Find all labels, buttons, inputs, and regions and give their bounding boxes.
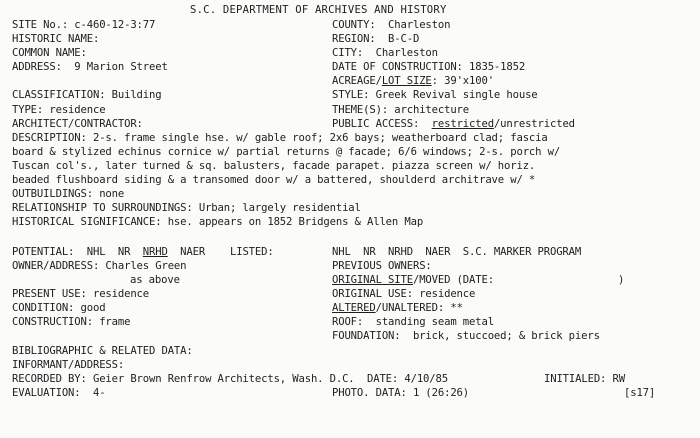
site-number: SITE No.: c-460-12-3:77: [12, 19, 156, 31]
owner-address-line-2: as above: [130, 274, 180, 286]
potential: POTENTIAL: NHL NR NRHD NAER LISTED:: [12, 246, 274, 258]
county: COUNTY: Charleston: [332, 19, 451, 31]
style: STYLE: Greek Revival single house: [332, 89, 538, 101]
present-use: PRESENT USE: residence: [12, 288, 150, 300]
description-line-1: DESCRIPTION: 2-s. frame single hse. w/ gable roof; 2x6 bays; weatherboard clad; fascia: [12, 132, 548, 144]
relationship-to-surroundings: RELATIONSHIP TO SURROUNDINGS: Urban; largely residential: [12, 202, 361, 214]
initialed: INITIALED: RW: [544, 373, 625, 385]
original-use: ORIGINAL USE: residence: [332, 288, 476, 300]
acreage-lot-size: ACREAGE/LOT SIZE: 39'x100': [332, 75, 494, 87]
description-line-4: beaded flushboard siding & a transomed door w/ a battered, shoulderd architrave w/ *: [12, 174, 536, 186]
type: TYPE: residence: [12, 104, 106, 116]
description-line-3: Tuscan col's., later turned & sq. balusters, facade parapet. piazza screen w/ horiz.: [12, 160, 536, 172]
classification: CLASSIFICATION: Building: [12, 89, 162, 101]
themes: THEME(S): architecture: [332, 104, 470, 116]
page-reference: [s17]: [624, 387, 656, 399]
recorded-by: RECORDED BY: Geier Brown Renfrow Architects, Wash. D.C. DATE: 4/10/85: [12, 373, 448, 385]
bibliographic-data: BIBLIOGRAPHIC & RELATED DATA:: [12, 345, 193, 357]
construction: CONSTRUCTION: frame: [12, 316, 131, 328]
previous-owners: PREVIOUS OWNERS:: [332, 260, 432, 272]
original-site-moved: ORIGINAL SITE/MOVED (DATE:: [332, 274, 494, 286]
architect-contractor: ARCHITECT/CONTRACTOR:: [12, 118, 143, 130]
historic-name: HISTORIC NAME:: [12, 33, 100, 45]
original-site-close: ): [618, 274, 625, 286]
roof: ROOF: standing seam metal: [332, 316, 494, 328]
outbuildings: OUTBUILDINGS: none: [12, 188, 125, 200]
region: REGION: B-C-D: [332, 33, 420, 45]
condition: CONDITION: good: [12, 302, 106, 314]
evaluation: EVALUATION: 4-: [12, 387, 106, 399]
altered-unaltered: ALTERED/UNALTERED: **: [332, 302, 463, 314]
owner-address: OWNER/ADDRESS: Charles Green: [12, 260, 187, 272]
listed-options: NHL NR NRHD NAER S.C. MARKER PROGRAM: [332, 246, 582, 258]
common-name: COMMON NAME:: [12, 47, 87, 59]
city: CITY: Charleston: [332, 47, 438, 59]
date-of-construction: DATE OF CONSTRUCTION: 1835-1852: [332, 61, 526, 73]
address: ADDRESS: 9 Marion Street: [12, 61, 168, 73]
historical-significance: HISTORICAL SIGNIFICANCE: hse. appears on 1852 Bridgens & Allen Map: [12, 216, 424, 228]
form-title: S.C. DEPARTMENT OF ARCHIVES AND HISTORY: [190, 4, 447, 16]
photo-data: PHOTO. DATA: 1 (26:26): [332, 387, 470, 399]
foundation: FOUNDATION: brick, stuccoed; & brick piers: [332, 330, 600, 342]
informant-address: INFORMANT/ADDRESS:: [12, 359, 125, 371]
public-access: PUBLIC ACCESS: restricted/unrestricted: [332, 118, 575, 130]
description-line-2: board & stylized echinus cornice w/ partial returns @ facade; 6/6 windows; 2-s. porch w/: [12, 146, 561, 158]
